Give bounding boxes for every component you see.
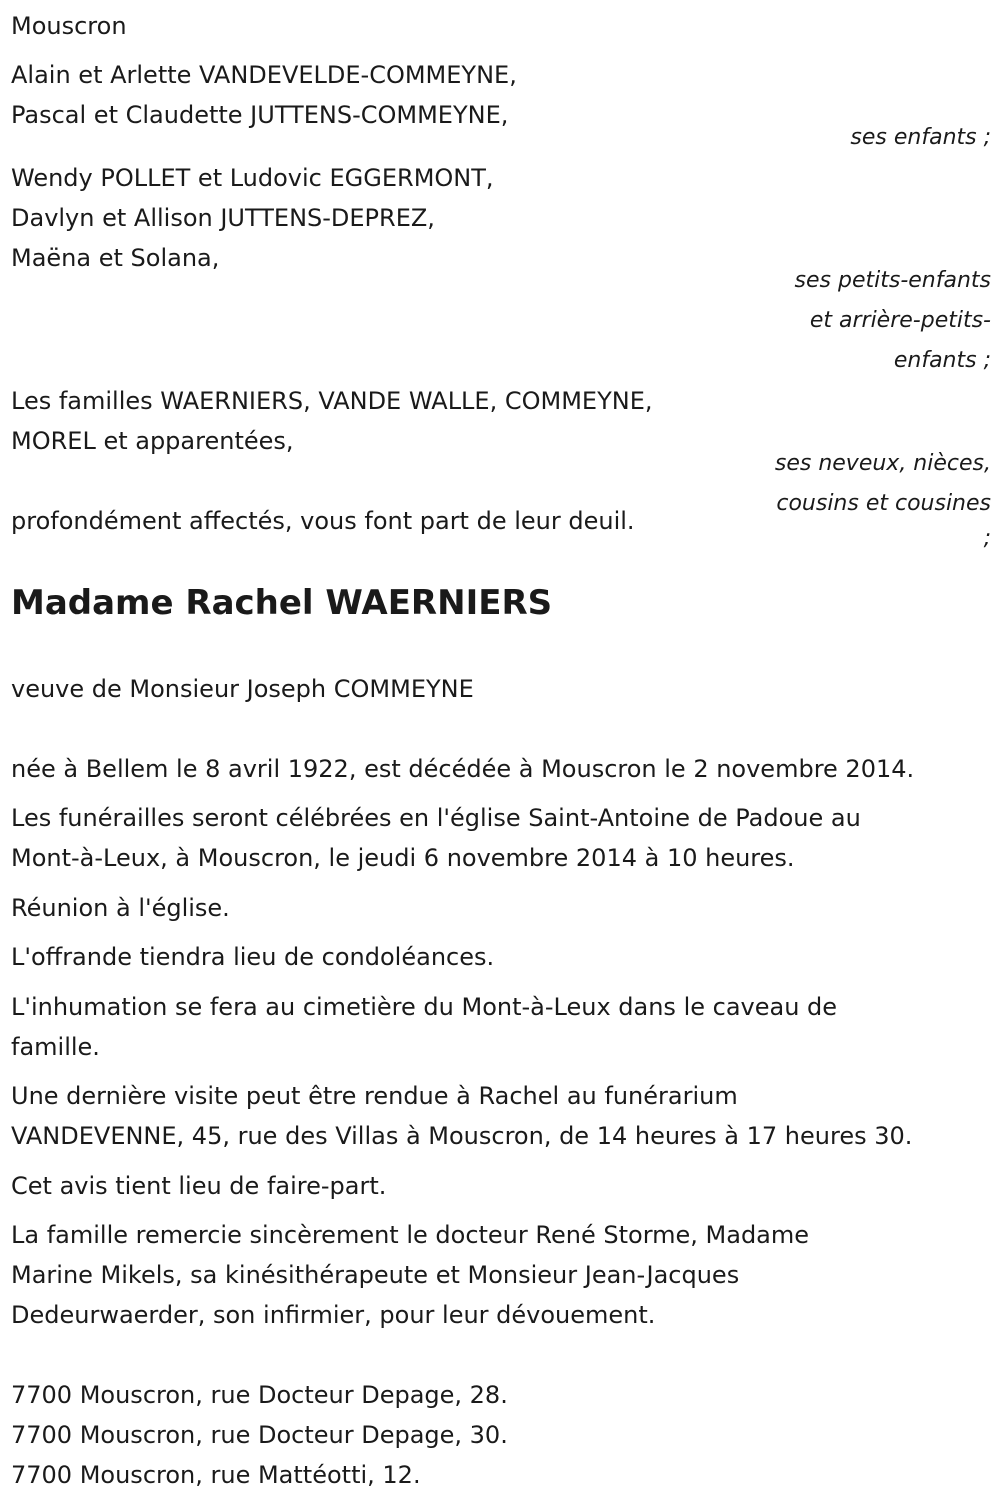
paragraph-line: née à Bellem le 8 avril 1922, est décédée à Mouscron le 2 novembre 2014. <box>11 755 915 783</box>
relatives-line: Les familles WAERNIERS, VANDE WALLE, COMMEYNE, <box>11 387 653 415</box>
relation-relatives: ; <box>983 526 991 551</box>
paragraph-line: Cet avis tient lieu de faire-part. <box>11 1172 387 1200</box>
paragraph-line: Les funérailles seront célébrées en l'église Saint-Antoine de Padoue au <box>11 804 861 832</box>
relation-grandchildren: ses petits-enfants <box>794 268 991 293</box>
relation-grandchildren: et arrière-petits- <box>809 308 991 333</box>
paragraph-line: VANDEVENNE, 45, rue des Villas à Mouscron, de 14 heures à 17 heures 30. <box>11 1122 913 1150</box>
address-line: 7700 Mouscron, rue Docteur Depage, 28. <box>11 1381 508 1409</box>
children-line: Alain et Arlette VANDEVELDE-COMMEYNE, <box>11 61 517 89</box>
address-line: 7700 Mouscron, rue Docteur Depage, 30. <box>11 1421 508 1449</box>
paragraph-line: L'offrande tiendra lieu de condoléances. <box>11 943 495 971</box>
paragraph-line: Réunion à l'église. <box>11 894 230 922</box>
grandchildren-line: Maëna et Solana, <box>11 244 220 272</box>
closing-line: profondément affectés, vous font part de leur deuil. <box>11 507 635 535</box>
children-line: Pascal et Claudette JUTTENS-COMMEYNE, <box>11 101 509 129</box>
address-line: 7700 Mouscron, rue Mattéotti, 12. <box>11 1461 421 1489</box>
paragraph-line: famille. <box>11 1033 100 1061</box>
paragraph-line: Dedeurwaerder, son infirmier, pour leur dévouement. <box>11 1301 656 1329</box>
paragraph-line: La famille remercie sincèrement le docteur René Storme, Madame <box>11 1221 810 1249</box>
grandchildren-line: Davlyn et Allison JUTTENS-DEPREZ, <box>11 204 435 232</box>
paragraph-line: Marine Mikels, sa kinésithérapeute et Monsieur Jean-Jacques <box>11 1261 740 1289</box>
paragraph-line: L'inhumation se fera au cimetière du Mont-à-Leux dans le caveau de <box>11 993 838 1021</box>
relation-relatives: cousins et cousines <box>776 491 991 516</box>
paragraph-line: Mont-à-Leux, à Mouscron, le jeudi 6 novembre 2014 à 10 heures. <box>11 844 795 872</box>
relation-grandchildren: enfants ; <box>893 348 991 373</box>
spouse-line: veuve de Monsieur Joseph COMMEYNE <box>11 675 474 703</box>
grandchildren-line: Wendy POLLET et Ludovic EGGERMONT, <box>11 164 494 192</box>
relation-relatives: ses neveux, nièces, <box>774 451 991 476</box>
deceased-name: Madame Rachel WAERNIERS <box>11 583 553 623</box>
relatives-line: MOREL et apparentées, <box>11 427 294 455</box>
city-heading: Mouscron <box>11 12 127 40</box>
paragraph-line: Une dernière visite peut être rendue à Rachel au funérarium <box>11 1082 738 1110</box>
relation-children: ses enfants ; <box>850 125 991 150</box>
